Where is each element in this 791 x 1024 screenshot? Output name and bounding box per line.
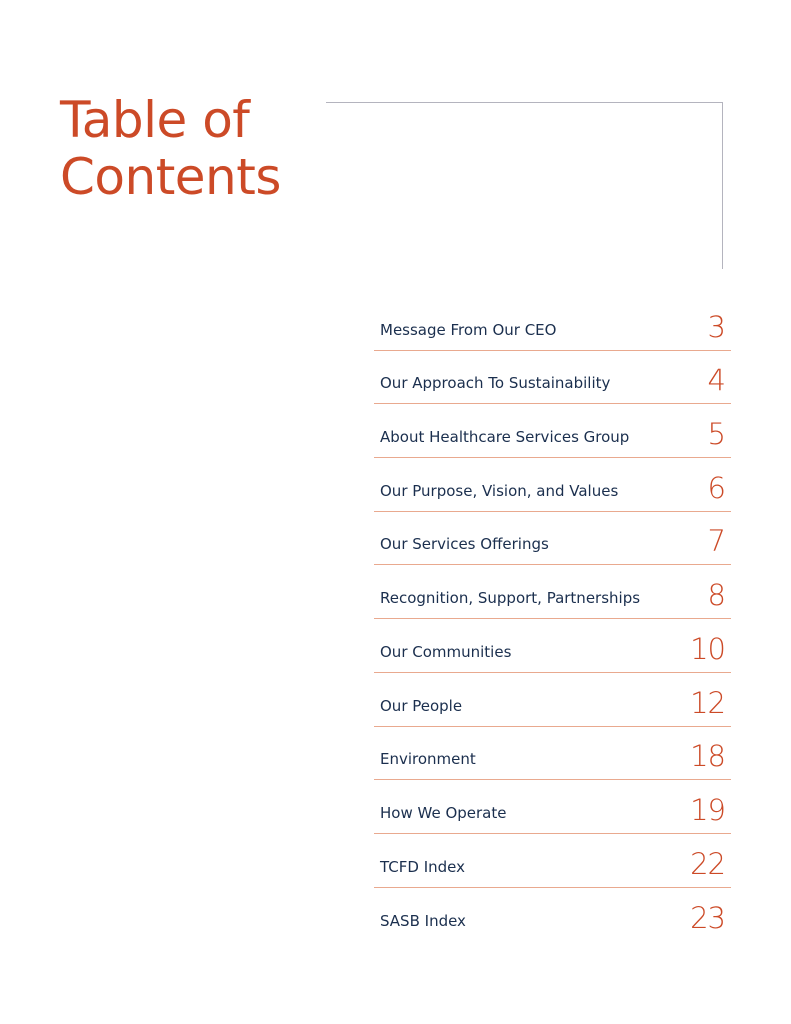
toc-entry-our-people[interactable] bbox=[374, 673, 731, 727]
toc-entry-page-number: 19 bbox=[690, 792, 725, 827]
page-title bbox=[60, 92, 281, 206]
toc-entry-approach-to-sustainability[interactable] bbox=[374, 351, 731, 405]
toc-entry-purpose-vision-values[interactable] bbox=[374, 458, 731, 512]
toc-entry-label: TCFD Index bbox=[380, 857, 465, 876]
toc-entry-sasb-index[interactable] bbox=[374, 888, 731, 942]
toc-entry-label: Environment bbox=[380, 750, 476, 769]
toc-entry-page-number: 23 bbox=[690, 901, 725, 936]
toc-entry-recognition-support-partnerships[interactable] bbox=[374, 565, 731, 619]
toc-entry-page-number: 5 bbox=[707, 417, 725, 452]
toc-entry-page-number: 4 bbox=[707, 363, 725, 398]
toc-entry-about-hsg[interactable] bbox=[374, 404, 731, 458]
toc-entry-label: Our Services Offerings bbox=[380, 535, 549, 554]
toc-entry-environment[interactable] bbox=[374, 727, 731, 781]
toc-entry-label: Our Purpose, Vision, and Values bbox=[380, 481, 619, 500]
toc-entry-page-number: 12 bbox=[690, 685, 725, 720]
toc-entry-label: SASB Index bbox=[380, 912, 466, 931]
toc-entry-page-number: 7 bbox=[707, 524, 725, 559]
toc-entry-label: Our People bbox=[380, 696, 463, 715]
toc-entry-label: Message From Our CEO bbox=[380, 320, 557, 339]
toc-entry-tcfd-index[interactable] bbox=[374, 834, 731, 888]
toc-entry-message-from-ceo[interactable] bbox=[374, 297, 731, 351]
toc-entry-label: How We Operate bbox=[380, 803, 507, 822]
page-title-line-1: Table of bbox=[60, 91, 250, 149]
toc-entry-page-number: 10 bbox=[690, 631, 725, 666]
toc-entry-label: About Healthcare Services Group bbox=[380, 428, 630, 447]
table-of-contents bbox=[374, 297, 731, 941]
toc-entry-how-we-operate[interactable] bbox=[374, 780, 731, 834]
toc-entry-page-number: 18 bbox=[690, 739, 725, 774]
toc-entry-page-number: 6 bbox=[707, 470, 725, 505]
title-bracket-decoration bbox=[326, 102, 723, 269]
toc-entry-label: Our Communities bbox=[380, 642, 512, 661]
toc-entry-services-offerings[interactable] bbox=[374, 512, 731, 566]
toc-entry-page-number: 22 bbox=[690, 846, 725, 881]
toc-entry-label: Our Approach To Sustainability bbox=[380, 374, 611, 393]
toc-entry-our-communities[interactable] bbox=[374, 619, 731, 673]
toc-entry-page-number: 8 bbox=[707, 578, 725, 613]
page-title-line-2: Contents bbox=[60, 148, 281, 206]
toc-entry-page-number: 3 bbox=[707, 309, 725, 344]
toc-entry-label: Recognition, Support, Partnerships bbox=[380, 589, 641, 608]
